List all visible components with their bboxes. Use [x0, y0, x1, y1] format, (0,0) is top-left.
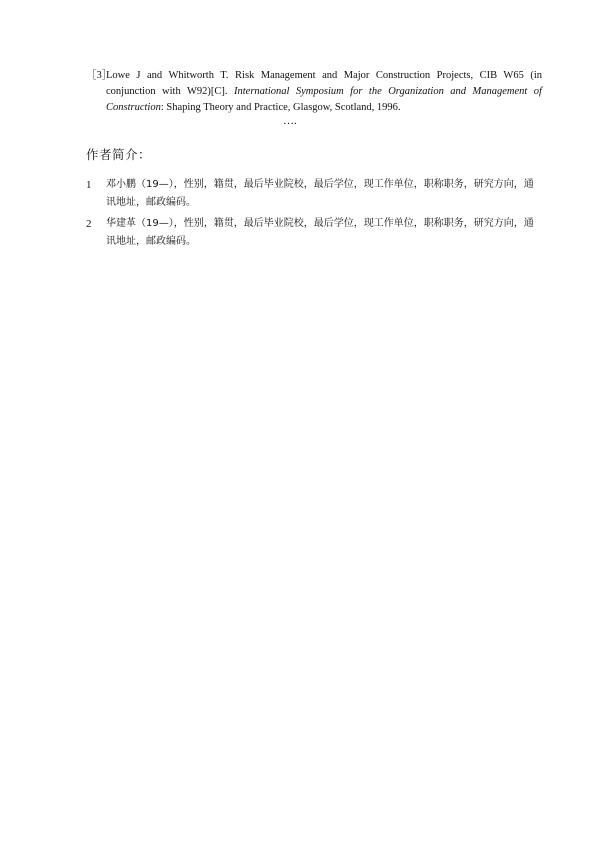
- author-description: 邓小鹏（19—），性别，籍贯，最后毕业院校，最后学位，现工作单位，职称职务，研究方向，通讯地址，邮政编码。: [106, 179, 534, 208]
- author-item-1: [86, 176, 540, 212]
- author-number: 2: [86, 218, 92, 230]
- reference-body: [106, 68, 542, 116]
- reference-authors-text: Lowe J and Whitworth T. Risk Management and Major Construction Projects, CIB W65 (in conjunction with W92)[C].: [106, 70, 542, 97]
- reference-entry-3: [86, 68, 542, 116]
- author-intro-heading: 作者简介：: [86, 147, 152, 162]
- ellipsis-marker: ….: [283, 115, 297, 127]
- reference-proceedings-title: International Symposium for the Organization and Management of Construction: [106, 86, 542, 113]
- author-description: 华建革（19—），性别，籍贯，最后毕业院校，最后学位，现工作单位，职称职务，研究方向，通讯地址，邮政编码。: [106, 218, 534, 247]
- author-number: 1: [86, 179, 92, 191]
- author-item-2: [86, 215, 540, 251]
- author-list: [86, 176, 540, 254]
- reference-number: ［3］: [86, 70, 113, 81]
- reference-details-text: : Shaping Theory and Practice, Glasgow, Scotland, 1996.: [160, 102, 401, 113]
